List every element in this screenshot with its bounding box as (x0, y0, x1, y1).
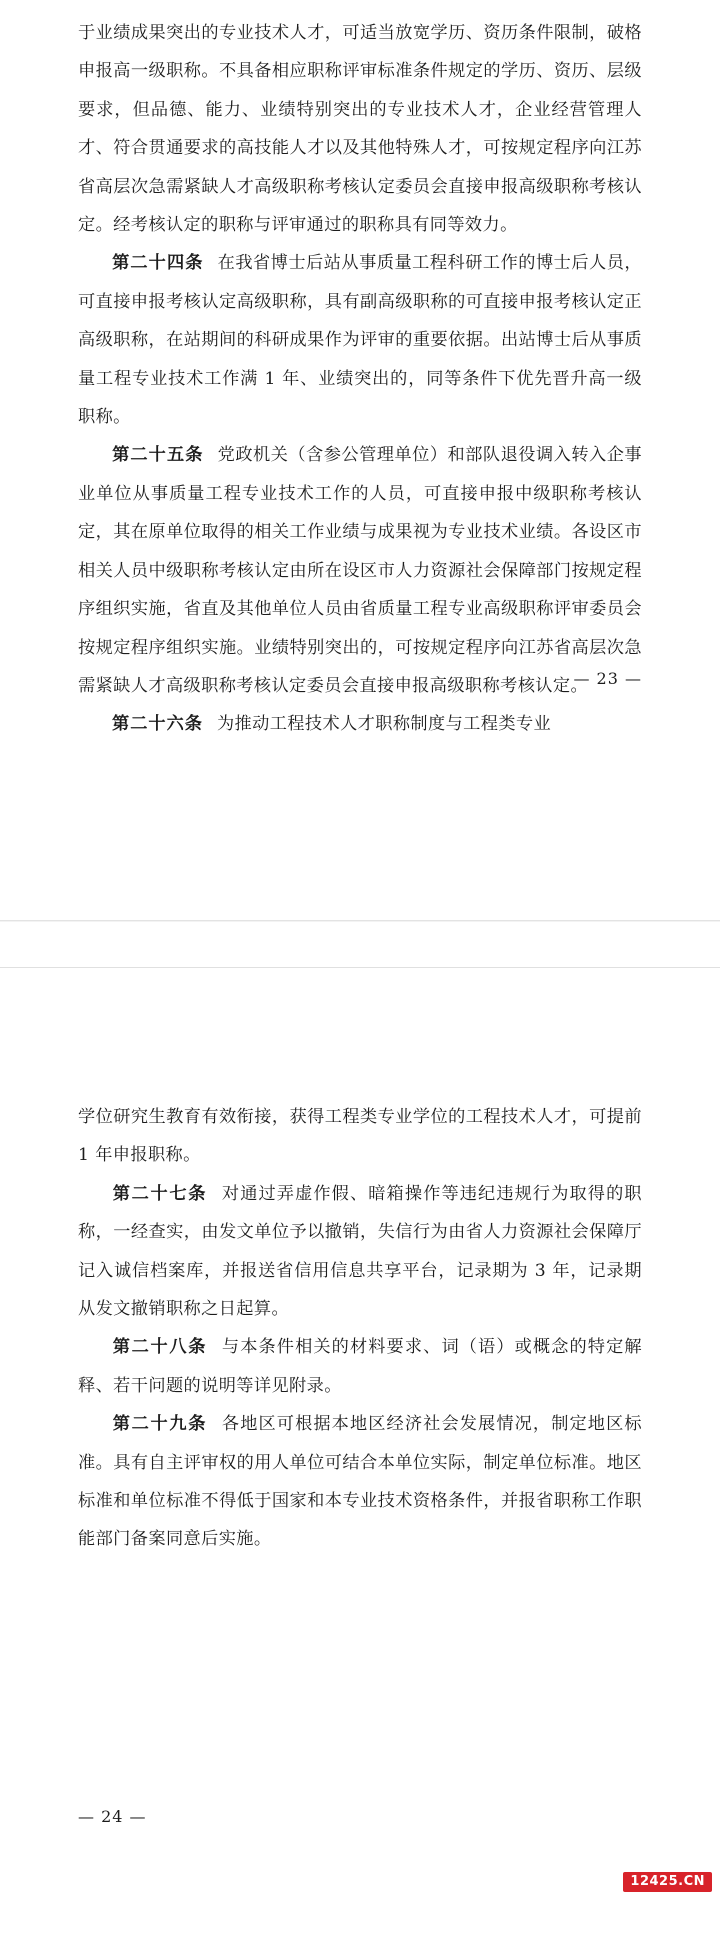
article-28 (78, 1328, 642, 1405)
paragraph-text: 与本条件相关的材料要求、词（语）或概念的特定解释、若干问题的说明等详见附录。 (78, 1337, 642, 1396)
article-label: 第二十七条 (112, 1183, 208, 1204)
article-label: 第二十五条 (112, 445, 204, 466)
paragraph-text: 学位研究生教育有效衔接，获得工程类专业学位的工程技术人才，可提前 1 年申报职称。 (78, 1107, 642, 1166)
paragraph-text: 为推动工程技术人才职称制度与工程类专业 (216, 714, 552, 735)
paragraph-text: 党政机关（含参公管理单位）和部队退役调入转入企事业单位从事质量工程专业技术工作的人员，可直接申报中级职称考核认定，其在原单位取得的相关工作业绩与成果视为专业技术业绩。各设区市相关人员中级职称考核认定由所在设区市人力资源社会保障部门按规定程序组织实施，省直及其他单位人员由省质量工程专业高级职称评审委员会按规定程序组织实施。业绩特别突出的，可按规定程序向江苏省高层次急需紧缺人才高级职称考核认定委员会直接申报高级职称考核认定。 (78, 445, 642, 696)
article-27 (78, 1175, 642, 1329)
watermark-badge: 12425.CN (623, 1872, 712, 1892)
article-label: 第二十六条 (112, 714, 203, 735)
page-number-23: — 23 — (573, 669, 642, 688)
article-label: 第二十九条 (112, 1414, 208, 1435)
article-24 (78, 244, 642, 436)
article-29 (78, 1405, 642, 1559)
page-24 (0, 968, 720, 1898)
paragraph-continued-2 (78, 1098, 642, 1175)
page-23 (0, 0, 720, 920)
paragraph-text: 在我省博士后站从事质量工程科研工作的博士后人员，可直接申报考核认定高级职称，具有副高级职称的可直接申报考核认定正高级职称，在站期间的科研成果作为评审的重要依据。出站博士后从事质量工程专业技术工作满 1 年、业绩突出的，同等条件下优先晋升高一级职称。 (78, 253, 642, 428)
article-26 (78, 705, 642, 743)
page-separator (0, 920, 720, 968)
paragraph-continued (78, 14, 642, 244)
page-number-24: — 24 — (78, 1807, 147, 1826)
paragraph-text: 于业绩成果突出的专业技术人才，可适当放宽学历、资历条件限制，破格申报高一级职称。不具备相应职称评审标准条件规定的学历、资历、层级要求，但品德、能力、业绩特别突出的专业技术人才，企业经营管理人才、符合贯通要求的高技能人才以及其他特殊人才，可按规定程序向江苏省高层次急需紧缺人才高级职称考核认定委员会直接申报高级职称考核认定。经考核认定的职称与评审通过的职称具有同等效力。 (78, 23, 642, 236)
paragraph-text: 对通过弄虚作假、暗箱操作等违纪违规行为取得的职称，一经查实，由发文单位予以撤销，失信行为由省人力资源社会保障厅记入诚信档案库，并报送省信用信息共享平台，记录期为 3 年，记录期从发文撤销职称之日起算。 (78, 1183, 642, 1320)
article-label: 第二十八条 (112, 1337, 208, 1358)
article-25 (78, 436, 642, 705)
article-label: 第二十四条 (112, 253, 204, 274)
paragraph-text: 各地区可根据本地区经济社会发展情况，制定地区标准。具有自主评审权的用人单位可结合本单位实际，制定单位标准。地区标准和单位标准不得低于国家和本专业技术资格条件，并报省职称工作职能部门备案同意后实施。 (78, 1414, 642, 1550)
